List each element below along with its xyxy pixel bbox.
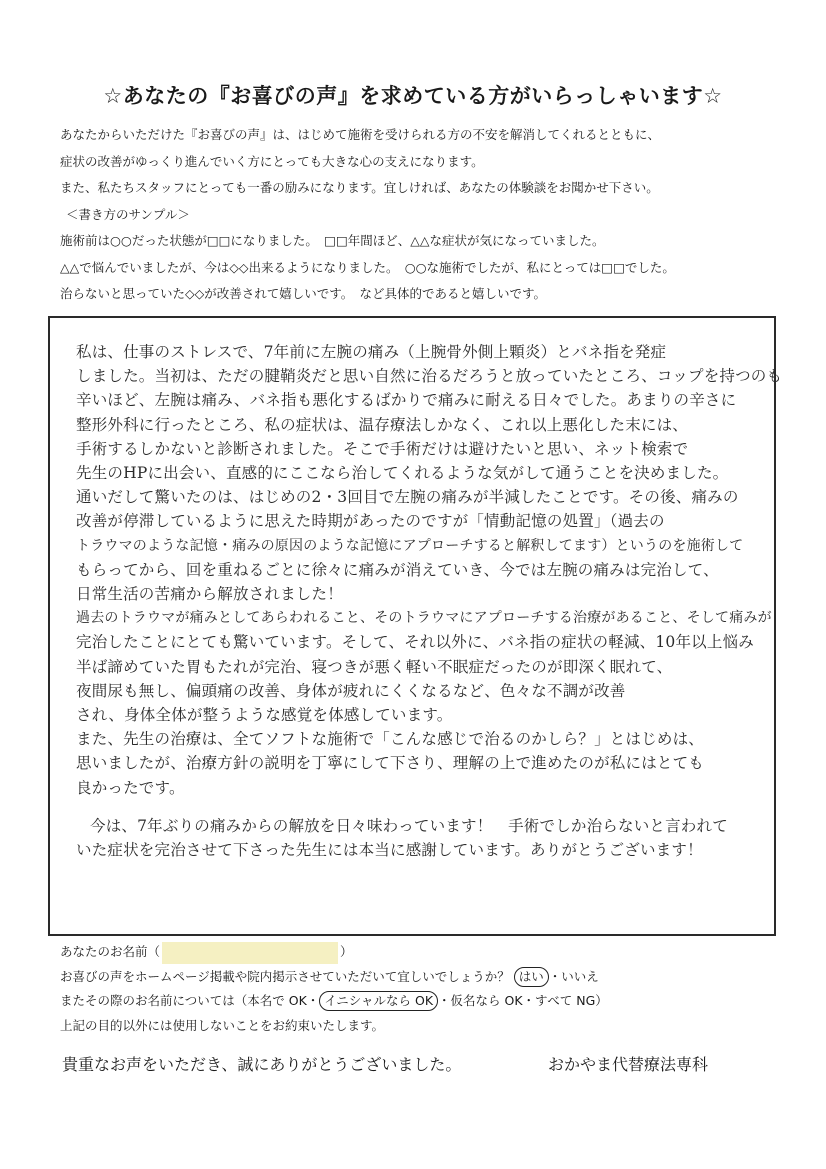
intro-line: また、私たちスタッフにとっても一番の励みになります。宜しければ、あなたの体験談をお聞かせ下さい。 [60, 180, 659, 195]
testimonial-line: 完治したことにとても驚いています。そして、それ以外に、バネ指の症状の軽減、10年以上悩み [76, 633, 754, 652]
permission-yes-circled: はい [514, 967, 549, 987]
testimonial-line: 半ば諦めていた胃もたれが完治、寝つきが悪く軽い不眠症だったのが即深く眠れて、 [76, 657, 673, 676]
permission-question: お喜びの声をホームページ掲載や院内掲示させていただいて宜しいでしょうか？ [60, 968, 510, 984]
name-policy-selected: イニシャルなら OK [319, 991, 438, 1011]
testimonial-line: 過去のトラウマが痛みとしてあらわれること、そのトラウマにアプローチする治療があること、そして痛みが [76, 610, 772, 627]
testimonial-line: 整形外科に行ったところ、私の症状は、温存療法しかなく、これ以上悪化した末には、 [76, 415, 688, 434]
testimonial-line: 私は、仕事のストレスで、7年前に左腕の痛み（上腕骨外側上顆炎）とバネ指を発症 [76, 343, 667, 361]
testimonial-line: しました。当初は、ただの腱鞘炎だと思い自然に治るだろうと放っていたところ、コップを持つのも [76, 367, 783, 386]
testimonial-line: 改善が停滞しているように思えた時期があったのですが「情動記憶の処置」（過去の [76, 512, 665, 531]
testimonial-line: また、先生の治療は、全てソフトな施術で「こんな感じで治るのかしら？」とはじめは、 [76, 730, 705, 749]
testimonial-line: 手術するしかないと診断されました。そこで手術だけは避けたいと思い、ネット検索で [76, 439, 689, 458]
privacy-note: 上記の目的以外には使用しないことをお約束いたします。 [60, 1017, 385, 1033]
handwritten-testimonial [76, 340, 783, 862]
testimonial-line: 通いだして驚いたのは、はじめの2・3回目で左腕の痛みが半減したことです。その後、痛みの [76, 488, 739, 507]
intro-line: 症状の改善がゆっくり進んでいく方にとっても大きな心の支えになります。 [60, 153, 484, 169]
name-row [60, 940, 780, 965]
testimonial-line: 先生のHPに出会い、直感的にここなら治してくれるような気がして通うことを決めました。 [76, 464, 729, 483]
testimonial-line: 良かったです。 [76, 778, 185, 797]
consent-form [60, 940, 780, 1038]
name-policy-prefix: またその際のお名前については（本名で OK・ [60, 993, 320, 1008]
testimonial-line: いた症状を完治させて下さった先生には本当に感謝しています。ありがとうございます！ [76, 841, 703, 860]
sample-line: 施術前は○○だった状態が□□になりました。 □□年間ほど、△△な症状が気になっていました。 [60, 233, 605, 248]
sample-heading: ＜書き方のサンプル＞ [66, 206, 190, 222]
footer [62, 1052, 762, 1075]
permission-no: ・いいえ [548, 968, 599, 984]
testimonial-line: 思いましたが、治療方針の説明を丁寧にして下さり、理解の上で進めたのが私にはとても [76, 754, 705, 773]
page-title: ☆あなたの『お喜びの声』を求めている方がいらっしゃいます☆ [103, 84, 723, 108]
thanks-text: 貴重なお声をいただき、誠にありがとうございました。 [62, 1055, 462, 1074]
testimonial-line [76, 800, 776, 814]
name-label: あなたのお名前（ [60, 944, 161, 959]
name-policy-suffix: ・仮名なら OK・すべて NG） [438, 993, 608, 1008]
testimonial-line: トラウマのような記憶・痛みの原因のような記憶にアプローチすると解釈してます）というのを施術して [76, 537, 744, 554]
testimonial-line: 夜間尿も無し、偏頭痛の改善、身体が疲れにくくなるなど、色々な不調が改善 [76, 681, 626, 700]
name-policy-row [60, 989, 780, 1014]
testimonial-line: 辛いほど、左腕は痛み、バネ指も悪化するばかりで痛みに耐える日々でした。あまりの辛さに [76, 391, 737, 410]
sample-line: 治らないと思っていた◇◇が改善されて嬉しいです。 など具体的であると嬉しいです。 [60, 286, 546, 301]
intro-line: あなたからいただけた『お喜びの声』は、はじめて施術を受けられる方の不安を解消してくれるとともに、 [60, 127, 661, 142]
name-close: ） [340, 944, 353, 959]
clinic-name: おかやま代替療法専科 [548, 1055, 709, 1074]
intro-section [60, 122, 780, 308]
testimonial-line: され、身体全体が整うような感覚を体感しています。 [76, 706, 453, 725]
testimonial-line: 今は、7年ぶりの痛みからの解放を日々味わっています！ 手術でしか治らないと言われて [90, 816, 728, 835]
testimonial-line: もらってから、回を重ねるごとに徐々に痛みが消えていき、今では左腕の痛みは完治して、 [76, 560, 719, 579]
name-field-redacted [162, 942, 338, 964]
sample-line: △△で悩んでいましたが、今は◇◇出来るようになりました。 ○○な施術でしたが、私にとっては□□でした。 [60, 259, 675, 275]
testimonial-line: 日常生活の苦痛から解放されました！ [76, 585, 343, 604]
permission-row [60, 965, 780, 990]
